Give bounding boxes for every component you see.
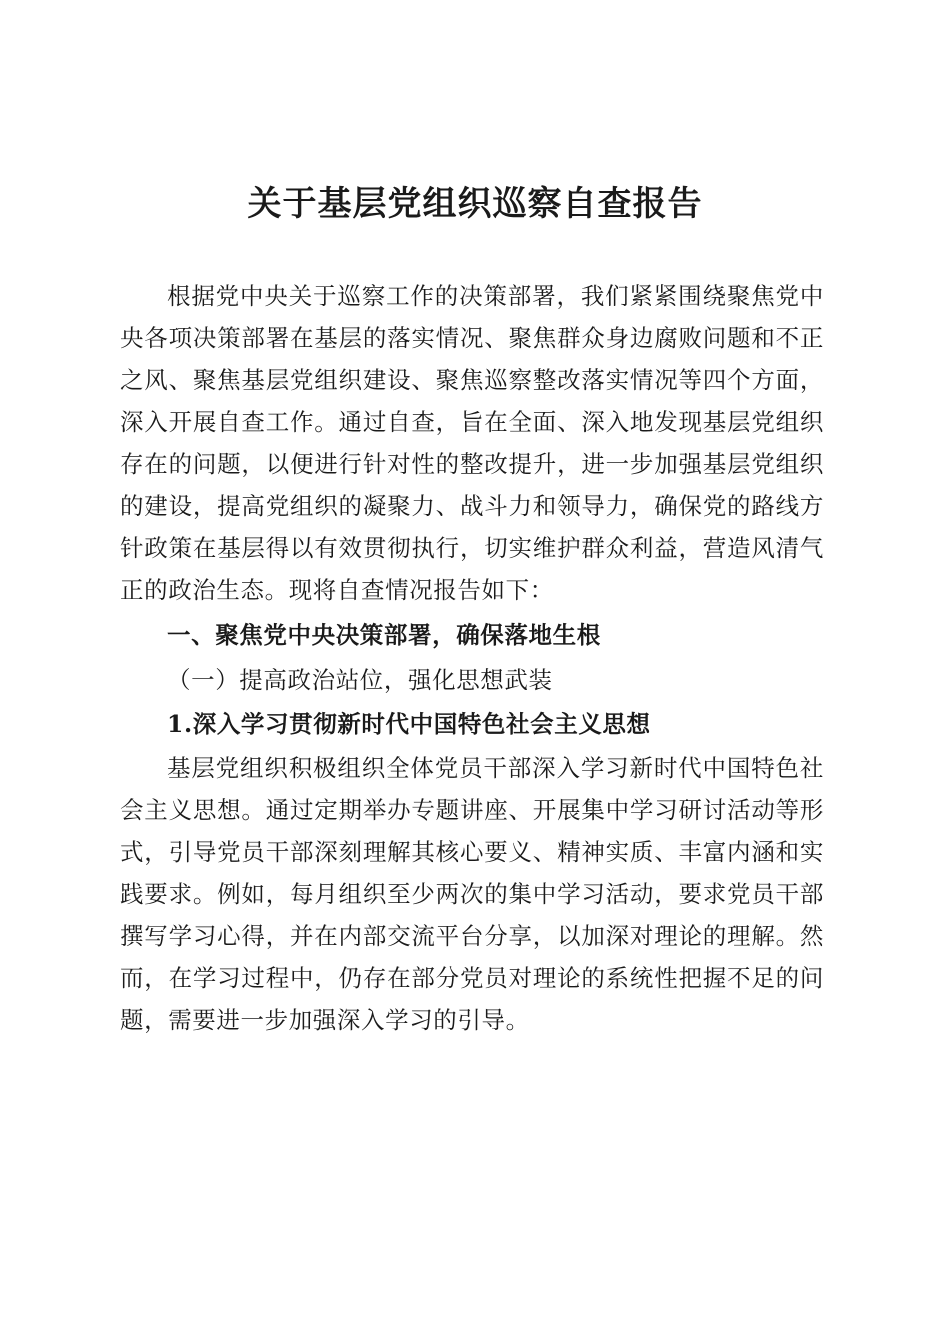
intro-paragraph: 根据党中央关于巡察工作的决策部署，我们紧紧围绕聚焦党中央各项决策部署在基层的落实情况、聚焦群众身边腐败问题和不正之风、聚焦基层党组织建设、聚焦巡察整改落实情况等四个方面，深入开展自查工作。通过自查，旨在全面、深入地发现基层党组织存在的问题，以便进行针对性的整改提升，进一步加强基层党组织的建设，提高党组织的凝聚力、战斗力和领导力，确保党的路线方针政策在基层得以有效贯彻执行，切实维护群众利益，营造风清气正的政治生态。现将自查情况报告如下：	[120, 282, 824, 604]
item-paragraph: 基层党组织积极组织全体党员干部深入学习新时代中国特色社会主义思想。通过定期举办专题讲座、开展集中学习研讨活动等形式，引导党员干部深刻理解其核心要义、精神实质、丰富内涵和实践要求。例如，每月组织至少两次的集中学习活动，要求党员干部撰写学习心得，并在内部交流平台分享，以加深对理论的理解。然而，在学习过程中，仍存在部分党员对理论的系统性把握不足的问题，需要进一步加强深入学习的引导。	[120, 754, 824, 1034]
subsection-heading: （一）提高政治站位，强化思想武装	[167, 666, 553, 694]
section-heading: 一、聚焦党中央决策部署，确保落地生根	[167, 621, 601, 649]
item-heading: 1.深入学习贯彻新时代中国特色社会主义思想	[167, 710, 651, 738]
document-body	[120, 275, 824, 1041]
document-title: 关于基层党组织巡察自查报告	[247, 184, 703, 224]
